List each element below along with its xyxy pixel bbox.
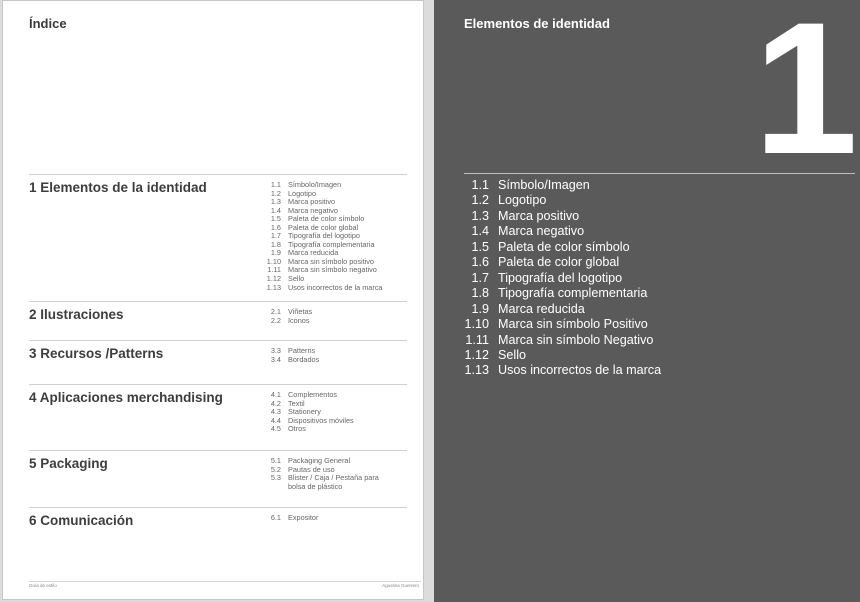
index-entry — [263, 356, 407, 365]
index-entry-label: Expositor — [288, 513, 319, 522]
sub-list — [263, 308, 407, 325]
index-entry-label: Viñetas — [288, 307, 313, 316]
section-title: 3 Recursos /Patterns — [29, 346, 164, 361]
index-entry-number: 5.2 — [270, 464, 281, 474]
footer-doc-title: Guía de estilo — [29, 583, 57, 588]
index-entry-label: Blister / Caja / Pestaña para — [288, 473, 379, 483]
index-entry-number: 1.12 — [266, 274, 281, 284]
index-entry-number: 1.4 — [270, 205, 281, 215]
chapter-entry-number: 1.1 — [471, 178, 489, 192]
index-entry-label: Marca sin símbolo positivo — [288, 256, 374, 266]
chapter-entry-label: Sello — [498, 347, 527, 362]
chapter-entry-label: Marca positivo — [498, 208, 580, 223]
index-entry-label: Paleta de color símbolo — [288, 214, 365, 224]
chapter-entry — [464, 333, 661, 348]
index-entry-number: 3.3 — [270, 346, 281, 355]
chapter-divider — [464, 173, 855, 174]
index-entry-number: 1.11 — [267, 265, 281, 275]
index-entry-number: 2.1 — [270, 307, 281, 316]
chapter-entry-label: Paleta de color global — [498, 255, 620, 270]
index-entry-number: 5.3 — [270, 473, 281, 483]
index-entry — [263, 347, 407, 356]
chapter-entry-number: 1.8 — [471, 286, 489, 301]
chapter-entry-label: Marca negativo — [498, 224, 585, 239]
index-entry-label: Packaging General — [288, 456, 351, 465]
section-title: 6 Comunicación — [29, 513, 134, 528]
chapter-entry-number: 1.7 — [471, 270, 489, 285]
index-entry-label: Marca negativo — [288, 205, 338, 215]
index-section-3 — [29, 340, 407, 364]
index-entry-label: Patterns — [288, 346, 316, 355]
chapter-contents-list — [464, 178, 661, 379]
index-entry-label: Tipografía del logotipo — [288, 231, 360, 241]
chapter-entry — [464, 178, 661, 193]
index-entry-number: 1.10 — [266, 256, 281, 266]
index-entry-number: 4.1 — [270, 390, 281, 399]
index-entry-label: Pautas de uso — [288, 464, 335, 474]
section-title: 4 Aplicaciones merchandising — [29, 390, 223, 405]
sub-list — [263, 181, 407, 292]
index-entry — [263, 514, 407, 523]
index-entry-label: Logotipo — [288, 188, 316, 198]
index-entry-number: 4.2 — [270, 398, 281, 408]
sub-list — [263, 391, 407, 434]
index-entry-number: 1.8 — [270, 239, 281, 249]
index-entry-number: 4.4 — [270, 415, 281, 425]
index-entry-number: 1.5 — [270, 214, 281, 224]
index-section-4 — [29, 384, 407, 434]
chapter-entry — [464, 209, 661, 224]
chapter-entry — [464, 302, 661, 317]
index-page — [2, 0, 424, 600]
chapter-entry — [464, 317, 661, 332]
index-entry-label: Paleta de color global — [288, 222, 359, 232]
index-entry-number: 3.4 — [270, 354, 281, 364]
index-entry-label: Marca sin símbolo negativo — [288, 265, 377, 275]
chapter-entry-label: Marca sin símbolo Positivo — [498, 317, 648, 332]
chapter-entry-label: Logotipo — [498, 193, 547, 208]
chapter-entry-label: Marca reducida — [498, 301, 585, 316]
footer-author: Agustina Guerrero — [382, 583, 419, 588]
chapter-entry — [464, 240, 661, 255]
index-entry — [263, 457, 407, 466]
index-entry-label: Bordados — [288, 354, 320, 364]
chapter-entry-number: 1.9 — [471, 301, 489, 316]
section-title: 2 Ilustraciones — [29, 307, 124, 322]
chapter-page — [434, 0, 860, 602]
chapter-entry-label: Tipografía complementaria — [498, 286, 648, 301]
chapter-entry-number: 1.5 — [471, 239, 489, 254]
chapter-entry-label: Paleta de color símbolo — [498, 239, 630, 254]
chapter-entry-label: Tipografía del logotipo — [498, 270, 623, 285]
index-entry-label: Textil — [288, 398, 305, 408]
index-entry — [263, 308, 407, 317]
index-entry — [263, 400, 407, 409]
sub-list — [263, 457, 407, 491]
index-entry-label: bolsa de plástico — [288, 481, 343, 491]
chapter-entry — [464, 271, 661, 286]
index-entry-label: Marca positivo — [288, 197, 336, 207]
index-entry-label: Tipografía complementaria — [288, 239, 375, 249]
index-entry-number: 4.3 — [270, 407, 281, 417]
index-entry-label: Iconos — [288, 315, 310, 325]
index-entry-number: 4.5 — [270, 424, 281, 434]
index-entry-number: 1.2 — [270, 188, 281, 198]
chapter-entry-number: 1.6 — [471, 255, 489, 270]
index-entry — [263, 181, 407, 190]
chapter-entry — [464, 224, 661, 239]
index-entry-label: Marca reducida — [288, 248, 339, 258]
chapter-entry — [464, 255, 661, 270]
index-entry — [263, 317, 407, 326]
index-section-5 — [29, 450, 407, 491]
chapter-entry-number: 1.3 — [471, 208, 489, 223]
index-entry-number — [263, 483, 288, 492]
index-entry — [263, 190, 407, 199]
chapter-entry-number: 1.12 — [464, 347, 489, 362]
index-section-2 — [29, 301, 407, 325]
index-entry — [263, 417, 407, 426]
index-entry-label: Stationery — [288, 407, 321, 417]
index-entry-number: 1.3 — [270, 197, 281, 207]
index-entry — [263, 425, 407, 434]
index-entry-label: Complementos — [288, 390, 338, 399]
index-entry-label: Sello — [288, 274, 305, 284]
chapter-entry-number: 1.2 — [471, 193, 489, 208]
index-title: Índice — [29, 16, 67, 31]
chapter-entry-label: Usos incorrectos de la marca — [498, 363, 662, 378]
chapter-title: Elementos de identidad — [464, 16, 610, 31]
index-entry — [263, 266, 407, 275]
index-entry-number: 1.1 — [270, 180, 281, 189]
chapter-entry-label: Marca sin símbolo Negativo — [498, 332, 654, 347]
section-title: 5 Packaging — [29, 456, 108, 471]
index-entry-label: Símbolo/Imagen — [288, 180, 342, 189]
footer-divider — [29, 581, 421, 582]
index-entry-number: 1.7 — [270, 231, 281, 241]
chapter-entry-label: Símbolo/Imagen — [498, 178, 590, 192]
index-entry-number: 1.13 — [266, 282, 281, 292]
index-entry-label: Otros — [288, 424, 306, 434]
index-section-1 — [29, 174, 407, 292]
sub-list — [263, 347, 407, 364]
index-entry-number: 1.6 — [270, 222, 281, 232]
index-entry — [263, 284, 407, 293]
index-entry-label: Dispositivos móviles — [288, 415, 354, 425]
chapter-entry-number: 1.10 — [464, 317, 489, 332]
index-entry-number: 2.2 — [270, 315, 281, 325]
chapter-entry — [464, 286, 661, 301]
section-title: 1 Elementos de la identidad — [29, 180, 207, 195]
chapter-entry-number: 1.4 — [471, 224, 489, 239]
chapter-number: 1 — [753, 0, 850, 193]
index-entry-label: Usos incorrectos de la marca — [288, 282, 383, 292]
chapter-entry-number: 1.13 — [464, 363, 489, 378]
sub-list — [263, 514, 407, 523]
chapter-entry — [464, 363, 661, 378]
index-section-6 — [29, 507, 407, 528]
index-entry-number: 6.1 — [270, 513, 281, 522]
chapter-entry — [464, 193, 661, 208]
index-entry — [263, 391, 407, 400]
index-entry — [263, 483, 407, 492]
index-entry-number: 1.9 — [270, 248, 281, 258]
chapter-entry-number: 1.11 — [465, 332, 489, 347]
index-entry-number: 5.1 — [270, 456, 281, 465]
chapter-entry — [464, 348, 661, 363]
